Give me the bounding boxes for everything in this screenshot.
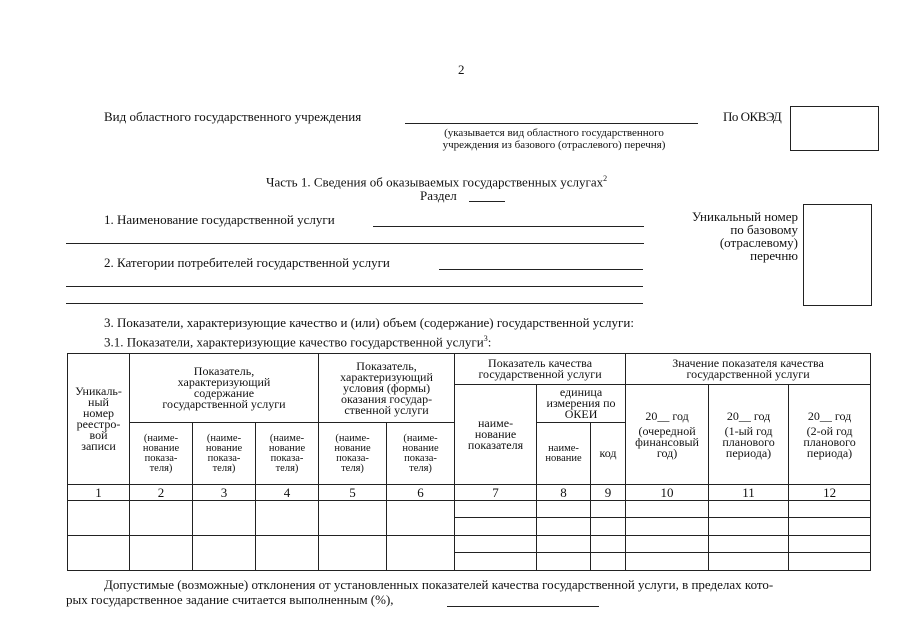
- table-row: [68, 501, 871, 536]
- th-sub-6: (наиме- нование показа- теля): [387, 423, 455, 485]
- part-title: [266, 172, 607, 189]
- deviation-field[interactable]: [447, 606, 599, 607]
- table-cell[interactable]: [789, 536, 871, 571]
- unique-number-l4: перечню: [750, 248, 798, 263]
- deviation-text-2: рых государственное задание считается выполненным (%),: [66, 592, 394, 607]
- part-title-text: Часть 1. Сведения об оказываемых государственных услугах: [266, 174, 604, 190]
- th-conditions: Показатель, характеризующий условия (формы) оказания государ- ственной услуги: [319, 354, 455, 423]
- table-cell[interactable]: [591, 536, 626, 571]
- th-value: Значение показателя качества государственной услуги: [626, 354, 871, 385]
- table-cell[interactable]: [387, 536, 455, 571]
- th-unit-code: код: [591, 423, 626, 485]
- col-number: 12: [789, 485, 871, 501]
- table-cell[interactable]: [256, 536, 319, 571]
- table-cell[interactable]: [591, 501, 626, 536]
- unique-number-box[interactable]: [803, 204, 872, 306]
- quality-footnote: 3: [483, 334, 488, 343]
- table-cell[interactable]: [537, 501, 591, 536]
- page-number: 2: [458, 62, 465, 77]
- th-unit-name: наиме- нование: [537, 423, 591, 485]
- col-number: 6: [387, 485, 455, 501]
- table-cell[interactable]: [789, 501, 871, 536]
- th-content: Показатель, характеризующий содержание государственной услуги: [130, 354, 319, 423]
- col-number: 7: [455, 485, 537, 501]
- consumers-label: 2. Категории потребителей государственной услуги: [104, 255, 390, 270]
- table-cell[interactable]: [387, 501, 455, 536]
- col-number: 11: [709, 485, 789, 501]
- quality-label-text: 3.1. Показатели, характеризующие качество государственной услуги: [104, 334, 484, 350]
- indicators-label: 3. Показатели, характеризующие качество и (или) объем (содержание) государственной услуги:: [104, 315, 634, 330]
- table-cell[interactable]: [193, 536, 256, 571]
- unique-number-l1: Уникальный номер: [692, 209, 798, 224]
- th-sub-2: (наиме- нование показа- теля): [130, 423, 193, 485]
- table-cell[interactable]: [319, 536, 387, 571]
- quality-label: 3.1. Показатели, характеризующие качество государственной услуги$^3$:: [104, 334, 492, 350]
- consumers-field[interactable]: [439, 269, 643, 270]
- th-sub-4: (наиме- нование показа- теля): [256, 423, 319, 485]
- okved-box[interactable]: [790, 106, 879, 151]
- column-number-row: [68, 485, 871, 501]
- table-cell[interactable]: [626, 501, 709, 536]
- service-name-field[interactable]: [373, 226, 644, 227]
- th-ind-name: наиме- нование показателя: [455, 385, 537, 485]
- col-number: 2: [130, 485, 193, 501]
- quality-table: [67, 353, 871, 571]
- table-cell[interactable]: [193, 501, 256, 536]
- table-cell[interactable]: [537, 536, 591, 571]
- col-number: 4: [256, 485, 319, 501]
- table-cell[interactable]: [455, 501, 537, 536]
- table-row: [68, 536, 871, 571]
- col-number: 8: [537, 485, 591, 501]
- deviation-text-1: Допустимые (возможные) отклонения от установленных показателей качества государственной услуги, в пределах кото-: [104, 577, 774, 592]
- institution-note-1: (указывается вид областного государственного: [444, 127, 664, 139]
- consumers-field-2[interactable]: [66, 286, 643, 287]
- th-year-3: 20__ год (2-ой год планового периода): [789, 385, 871, 485]
- th-registry: Уникаль- ный номер реестро- вой записи: [68, 354, 130, 485]
- table-cell[interactable]: [68, 536, 130, 571]
- institution-field[interactable]: [405, 123, 698, 124]
- th-year-1: 20__ год (очередной финансовый год): [626, 385, 709, 485]
- table-cell[interactable]: [455, 536, 537, 571]
- unique-number-label: [660, 210, 798, 262]
- institution-note-2: учреждения из базового (отраслевого) перечня): [442, 139, 666, 151]
- consumers-field-3[interactable]: [66, 303, 643, 304]
- okved-label: По ОКВЭД: [723, 109, 782, 124]
- table-cell[interactable]: [130, 536, 193, 571]
- th-sub-3: (наиме- нование показа- теля): [193, 423, 256, 485]
- table-cell[interactable]: [709, 501, 789, 536]
- table-cell[interactable]: [319, 501, 387, 536]
- col-number: 10: [626, 485, 709, 501]
- table-cell[interactable]: [256, 501, 319, 536]
- th-quality: Показатель качества государственной услуги: [455, 354, 626, 385]
- section-label: Раздел: [420, 188, 457, 203]
- col-number: 9: [591, 485, 626, 501]
- th-year-2: 20__ год (1-ый год планового периода): [709, 385, 789, 485]
- service-name-field-2[interactable]: [66, 243, 644, 244]
- table-cell[interactable]: [709, 536, 789, 571]
- table-cell[interactable]: [626, 536, 709, 571]
- unique-number-l3: (отраслевому): [719, 235, 798, 250]
- service-name-label: 1. Наименование государственной услуги: [104, 212, 335, 227]
- th-unit: единица измерения по ОКЕИ: [537, 385, 626, 423]
- section-field[interactable]: [469, 201, 505, 202]
- col-number: 5: [319, 485, 387, 501]
- institution-label: Вид областного государственного учреждения: [104, 109, 362, 124]
- col-number: 3: [193, 485, 256, 501]
- table-cell[interactable]: [130, 501, 193, 536]
- th-sub-5: (наиме- нование показа- теля): [319, 423, 387, 485]
- col-number: 1: [68, 485, 130, 501]
- part-title-footnote: 2: [603, 174, 608, 183]
- unique-number-l2: по базовому: [730, 222, 798, 237]
- table-cell[interactable]: [68, 501, 130, 536]
